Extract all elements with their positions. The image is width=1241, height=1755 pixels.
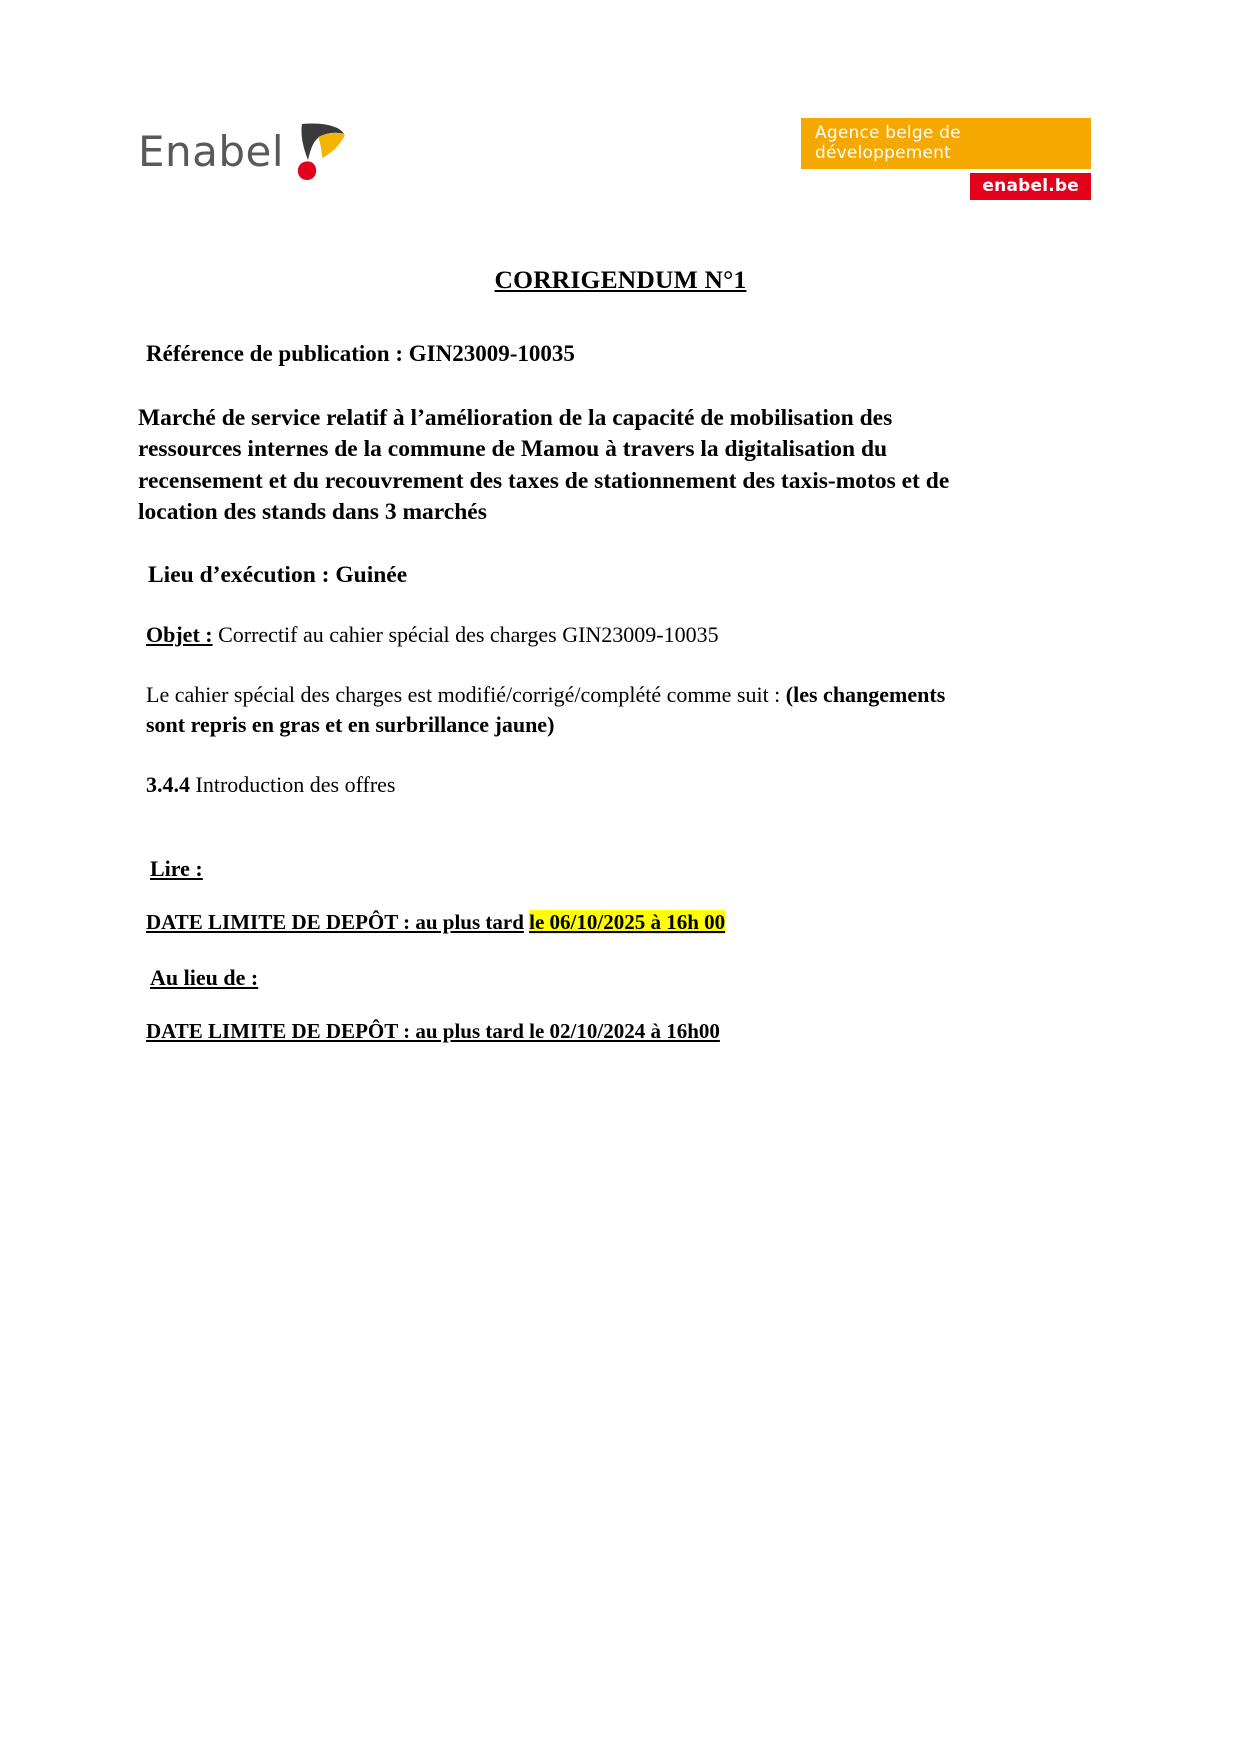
publication-reference: Référence de publication : GIN23009-10035 xyxy=(146,341,575,366)
objet-label: Objet : xyxy=(146,622,213,647)
read-label: Lire : xyxy=(150,856,203,882)
new-deadline-label: DATE LIMITE DE DEPÔT : au plus tard xyxy=(146,910,524,935)
website-badge: enabel.be xyxy=(970,173,1091,200)
page-title xyxy=(0,265,1241,295)
publication-reference-value: GIN23009-10035 xyxy=(408,341,575,366)
section-reference xyxy=(138,772,1091,798)
agency-tagline-block xyxy=(801,118,1091,200)
execution-place-value: Guinée xyxy=(335,562,408,588)
modification-paragraph xyxy=(138,680,946,739)
website-badge-wrap xyxy=(801,173,1091,200)
objet-value: Correctif au cahier spécial des charges GIN23009-10035 xyxy=(218,622,719,647)
document-header xyxy=(0,100,1241,210)
instead-label: Au lieu de : xyxy=(150,965,259,991)
modification-note: (les changements sont repris en gras et en surbrillance jaune) xyxy=(146,682,946,737)
modification-intro: Le cahier spécial des charges est modifié/corrigé/complété comme suit : xyxy=(146,682,781,707)
old-deadline-line: DATE LIMITE DE DEPÔT : au plus tard le 02/10/2024 à 16h00 xyxy=(146,1019,720,1044)
enabel-logo-text: Enabel xyxy=(138,126,285,176)
page-title-text: CORRIGENDUM N°1 xyxy=(494,265,747,294)
document-body xyxy=(0,265,1241,1044)
section-number: 3.4.4 xyxy=(146,772,190,798)
execution-place-label: Lieu d’exécution xyxy=(148,562,316,588)
market-subject: Marché de service relatif à l’amélioration de la capacité de mobilisation des ressources internes de la commune de Mamou à travers la digitalisation du recensement et du recouvrement des taxes de stationnement des taxis-motos et de location des stands dans 3 marchés xyxy=(138,405,950,525)
new-deadline-value: le 06/10/2025 à 16h 00 xyxy=(529,910,726,935)
enabel-bird-mark-icon xyxy=(292,120,348,182)
objet-line xyxy=(138,622,1091,648)
agency-tagline: Agence belge de développement xyxy=(801,118,1091,169)
publication-reference-label: Référence de publication xyxy=(146,341,390,366)
section-title: Introduction des offres xyxy=(195,772,396,798)
new-deadline-line xyxy=(138,910,1091,935)
execution-place: Lieu d’exécution : Guinée xyxy=(148,562,408,588)
enabel-logo xyxy=(138,120,348,182)
